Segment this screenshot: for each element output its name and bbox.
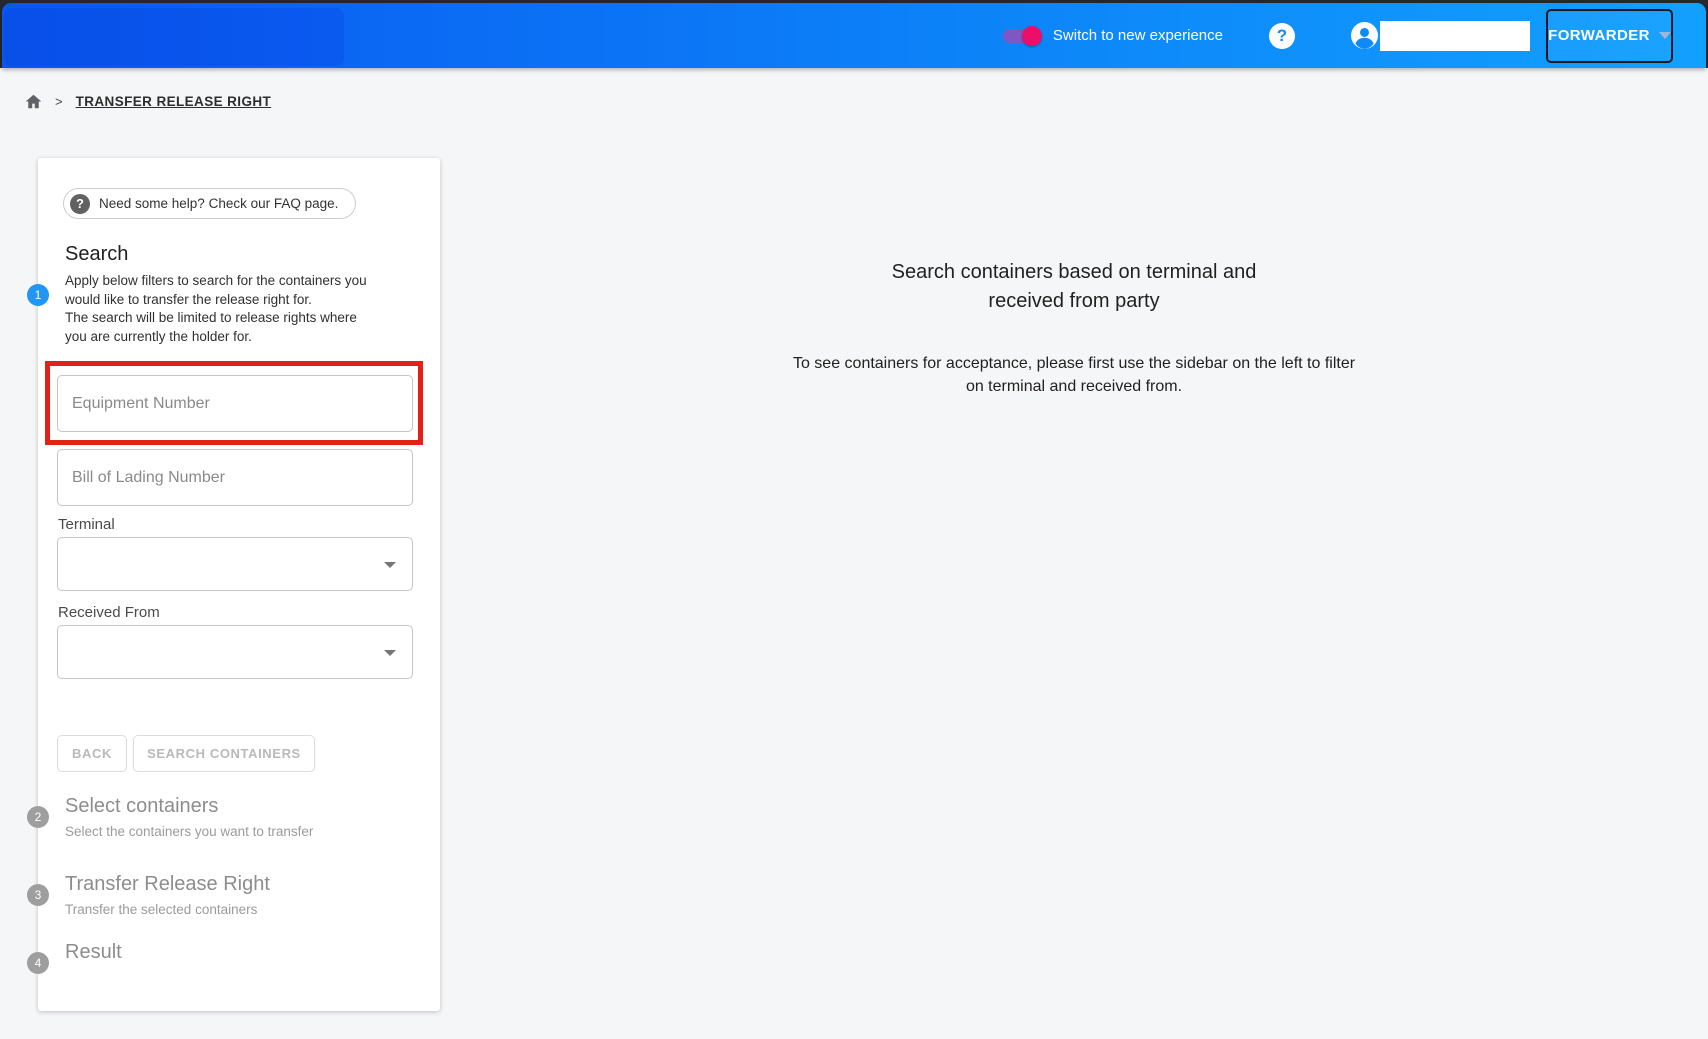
wizard-sidebar-card bbox=[34, 158, 440, 1011]
step-4-title: Result bbox=[65, 941, 122, 963]
new-experience-toggle[interactable] bbox=[1003, 29, 1039, 43]
question-mark-icon: ? bbox=[70, 194, 90, 214]
username-redacted-box bbox=[1380, 21, 1530, 51]
received-from-select[interactable] bbox=[57, 625, 413, 679]
step-1-description-line2: The search will be limited to release rights where you are currently the holder for. bbox=[65, 310, 357, 344]
received-from-label: Received From bbox=[58, 604, 160, 621]
new-experience-toggle-label: Switch to new experience bbox=[1052, 27, 1223, 44]
step-1-badge: 1 bbox=[27, 284, 49, 306]
chevron-down-icon bbox=[384, 650, 396, 656]
main-heading-line1: Search containers based on terminal and bbox=[891, 261, 1257, 283]
step-1-description-line1: Apply below filters to search for the containers you would like to transfer the release right for. bbox=[65, 273, 367, 307]
app-header bbox=[2, 3, 1706, 68]
step-1-description bbox=[65, 272, 370, 346]
faq-help-text: Need some help? Check our FAQ page. bbox=[99, 196, 339, 211]
help-icon[interactable]: ? bbox=[1269, 23, 1295, 49]
role-selector-label: FORWARDER bbox=[1548, 27, 1650, 44]
equipment-number-input[interactable] bbox=[57, 375, 413, 432]
breadcrumb-separator: > bbox=[55, 94, 63, 109]
logo-placeholder bbox=[4, 8, 344, 66]
toggle-knob[interactable] bbox=[1022, 26, 1042, 46]
main-heading bbox=[440, 258, 1708, 316]
main-instructions bbox=[440, 352, 1708, 398]
terminal-select[interactable] bbox=[57, 537, 413, 591]
step-1-title: Search bbox=[65, 243, 129, 265]
step-2-subtitle: Select the containers you want to transfer bbox=[65, 824, 314, 839]
header-actions bbox=[1003, 9, 1673, 63]
user-icon[interactable] bbox=[1351, 22, 1378, 49]
chevron-down-icon bbox=[384, 562, 396, 568]
main-instructions-line2: on terminal and received from. bbox=[965, 378, 1183, 395]
step-2-title: Select containers bbox=[65, 795, 219, 817]
role-selector-button[interactable] bbox=[1546, 9, 1673, 63]
step-2-badge: 2 bbox=[27, 806, 49, 828]
step-4-badge: 4 bbox=[27, 952, 49, 974]
step-3-title: Transfer Release Right bbox=[65, 873, 270, 895]
step-3-subtitle: Transfer the selected containers bbox=[65, 902, 258, 917]
main-content bbox=[440, 68, 1708, 398]
home-icon[interactable] bbox=[25, 93, 42, 110]
terminal-label: Terminal bbox=[58, 516, 115, 533]
step-3-badge: 3 bbox=[27, 884, 49, 906]
faq-help-pill[interactable] bbox=[63, 188, 356, 219]
bill-of-lading-input[interactable] bbox=[57, 449, 413, 506]
breadcrumb-current-page[interactable]: TRANSFER RELEASE RIGHT bbox=[75, 94, 272, 109]
breadcrumb bbox=[25, 93, 271, 110]
caret-down-icon bbox=[1659, 32, 1671, 39]
main-heading-line2: received from party bbox=[988, 290, 1160, 312]
back-button[interactable]: BACK bbox=[57, 735, 127, 772]
main-instructions-line1: To see containers for acceptance, please first use the sidebar on the left to filter bbox=[792, 355, 1356, 372]
search-containers-button[interactable]: SEARCH CONTAINERS bbox=[133, 735, 315, 772]
